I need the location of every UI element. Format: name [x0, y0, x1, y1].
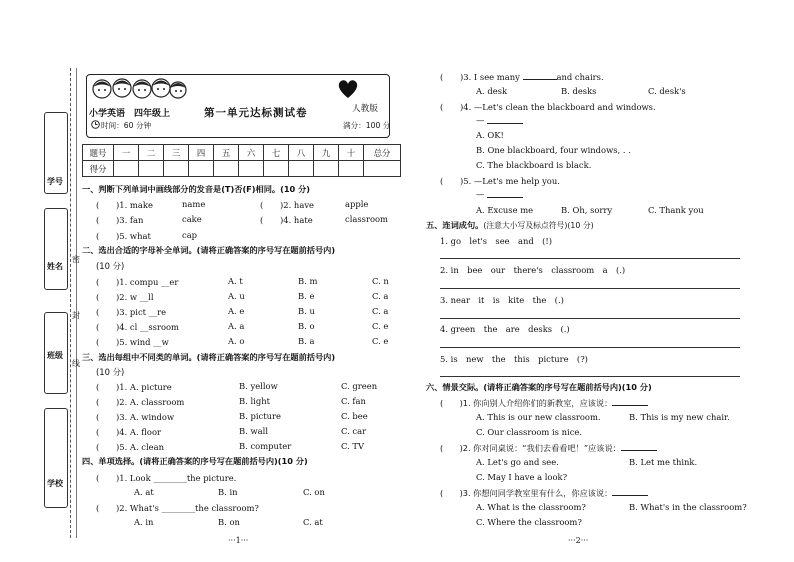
s5-q4-answer-line[interactable]: [440, 347, 740, 348]
s4-q2[interactable]: ( )2. What's ________the classroom?: [96, 503, 259, 513]
s2-q2-a: A. u: [228, 291, 245, 301]
s2-q4-c: C. e: [372, 321, 389, 331]
binding-word-feng: 封: [72, 311, 80, 320]
s4-q1-b: B. in: [218, 487, 238, 497]
s1-q5-word: cap: [182, 230, 198, 240]
s2-q5-c: C. e: [372, 336, 389, 346]
score-header-cell: 四: [189, 145, 214, 161]
s3-q3-c: C. bee: [341, 411, 368, 421]
score-table: [82, 144, 401, 177]
s4-q4-a: A. OK!: [476, 130, 504, 140]
student-id-label: 学号: [47, 176, 63, 186]
s3-q4-b: B. wall: [239, 426, 268, 436]
class-label: 班级: [47, 350, 63, 360]
score-cell[interactable]: [164, 161, 189, 177]
binding-word-mi: 密: [72, 255, 80, 264]
s2-q1[interactable]: ( )1. compu __er: [96, 277, 179, 287]
s4-q3[interactable]: [440, 71, 604, 83]
score-header-cell: 二: [139, 145, 164, 161]
s3-q5-c: C. TV: [341, 441, 365, 451]
s1-q5[interactable]: ( )5. what: [96, 231, 151, 241]
s6-q2-c: C. May I have a look?: [476, 472, 568, 482]
page-number-right: ···2···: [568, 536, 589, 545]
section-3-score: (10 分): [96, 367, 125, 377]
s3-q1-b: B. yellow: [239, 381, 278, 391]
s5-q4: 4. green the are desks (.): [440, 324, 570, 334]
score-header-cell: 五: [214, 145, 239, 161]
section-2-title: 二、选出合适的字母补全单词。(请将正确答案的序号写在题前括号内): [82, 245, 336, 255]
s1-q1-word: name: [182, 199, 206, 209]
s4-q5-a: A. Excuse me: [476, 205, 534, 215]
s1-q3-word: cake: [182, 214, 202, 224]
cartoon-children-icon: [88, 73, 188, 105]
score-cell[interactable]: [364, 161, 401, 177]
name-box[interactable]: [44, 208, 68, 290]
binding-solid-line: [76, 68, 77, 538]
s4-q4-dash: —: [476, 115, 485, 125]
score-row-label: 得分: [83, 161, 114, 177]
s6-q1-c: C. Our classroom is nice.: [476, 427, 583, 437]
s4-q5[interactable]: ( )5. —Let's me help you.: [440, 176, 560, 186]
binding-word-xian: 线: [72, 359, 80, 368]
section-5-note: (注意大小写及标点符号)(10 分): [483, 221, 594, 230]
s6-q3-b: B. What's in the classroom?: [629, 502, 747, 512]
score-cell[interactable]: [189, 161, 214, 177]
s6-q3-c: C. Where the classroom?: [476, 517, 582, 527]
score-cell[interactable]: [239, 161, 264, 177]
score-cell[interactable]: [264, 161, 289, 177]
s2-q5[interactable]: ( )5. wind __w: [96, 337, 169, 347]
edition-label: 人教版: [352, 104, 378, 114]
s4-q3-text: ( )3. I see many: [440, 72, 523, 82]
s6-q3-a: A. What is the classroom?: [476, 502, 586, 512]
score-cell[interactable]: [139, 161, 164, 177]
s3-q4-c: C. car: [341, 426, 367, 436]
section-2-score: (10 分): [96, 261, 125, 271]
score-header-cell: 一: [114, 145, 139, 161]
s5-q1: 1. go let's see and (!): [440, 236, 553, 246]
s4-q1[interactable]: ( )1. Look ________the picture.: [96, 473, 237, 483]
s4-q2-c: C. at: [303, 517, 323, 527]
school-box[interactable]: [44, 408, 68, 508]
s2-q5-a: A. o: [228, 336, 245, 346]
score-header-cell: 八: [289, 145, 314, 161]
score-header-cell: 总分: [364, 145, 401, 161]
s2-q5-b: B. a: [298, 336, 315, 346]
s1-q2-word: apple: [345, 199, 369, 209]
s5-q5-answer-line[interactable]: [440, 376, 740, 377]
s4-q3-a: A. desk: [476, 86, 508, 96]
s3-q4[interactable]: ( )4. A. floor: [96, 427, 161, 437]
s4-q1-a: A. at: [134, 487, 154, 497]
s4-q3-c: C. desk's: [648, 86, 686, 96]
s2-q3[interactable]: ( )3. pict __re: [96, 307, 167, 317]
binding-dashed-line: [70, 68, 71, 538]
s2-q1-c: C. n: [372, 276, 389, 286]
score-cell[interactable]: [214, 161, 239, 177]
s4-q2-a: A. in: [134, 517, 154, 527]
s4-q5-b: B. Oh, sorry: [561, 205, 613, 215]
s2-q4-a: A. a: [228, 321, 245, 331]
s3-q2-b: B. light: [239, 396, 270, 406]
page-title: 第一单元达标测试卷: [204, 107, 308, 119]
s4-q5-dash: —: [476, 189, 485, 199]
s6-q1-blank[interactable]: [612, 397, 648, 406]
s2-q1-a: A. t: [228, 276, 243, 286]
s3-q2[interactable]: ( )2. A. classroom: [96, 397, 185, 407]
heart-icon: [336, 78, 360, 100]
score-header-cell: 七: [264, 145, 289, 161]
s1-q4-word: classroom: [345, 214, 388, 224]
s2-q2[interactable]: ( )2. w __ll: [96, 292, 154, 302]
s4-q2-b: B. on: [218, 517, 240, 527]
s2-q2-c: C. a: [372, 291, 389, 301]
section-6-title: 六、情景交际。(请将正确答案的序号写在题前括号内)(10 分): [426, 382, 652, 392]
section-3-title: 三、选出每组中不同类的单词。(请将正确答案的序号写在题前括号内): [82, 352, 336, 362]
s2-q3-c: C. a: [372, 306, 389, 316]
s6-q3-text: ( )3. 你想问同学教室里有什么，你应该说：: [440, 488, 613, 498]
s2-q1-b: B. m: [298, 276, 318, 286]
s4-q3-blank[interactable]: [523, 71, 557, 80]
s1-q2[interactable]: ( )2. have: [260, 200, 315, 210]
s4-q3-b: B. desks: [561, 86, 597, 96]
s4-q4-c: C. The blackboard is black.: [476, 160, 592, 170]
section-4-title: 四、单项选择。(请将正确答案的序号写在题前括号内)(10 分): [82, 456, 308, 466]
s2-q3-b: B. u: [298, 306, 315, 316]
score-header-cell: 六: [239, 145, 264, 161]
score-cell[interactable]: [339, 161, 364, 177]
s6-q1-a: A. This is our new classroom.: [476, 412, 601, 422]
s4-q3-tail: and chairs.: [556, 72, 604, 82]
score-cell[interactable]: [314, 161, 339, 177]
school-label: 学校: [47, 478, 63, 488]
s3-q5[interactable]: ( )5. A. clean: [96, 442, 165, 452]
name-label: 姓名: [47, 261, 63, 271]
s5-q3-answer-line[interactable]: [440, 318, 740, 319]
s2-q4[interactable]: ( )4. cl __ssroom: [96, 322, 179, 332]
s6-q1-text: ( )1. 你向别人介绍你们的新教室，应该说：: [440, 398, 613, 408]
s4-q4-b: B. One blackboard, four windows, . .: [476, 145, 631, 155]
section-5-title-text: 五、连词成句。: [426, 220, 484, 230]
score-header-cell: 十: [339, 145, 364, 161]
subject-label: 小学英语: [89, 109, 126, 119]
s5-q2: 2. in bee our there's classroom a (.): [440, 265, 626, 275]
s6-q3[interactable]: [440, 487, 648, 499]
score-cell[interactable]: [289, 161, 314, 177]
s2-q4-b: B. o: [298, 321, 315, 331]
score-header-cell: 题号: [83, 145, 114, 161]
s1-q1[interactable]: ( )1. make: [96, 200, 153, 210]
s4-q4[interactable]: ( )4. —Let's clean the blackboard and windows.: [440, 102, 656, 112]
s4-q4-blank[interactable]: [487, 123, 523, 124]
s3-q3-b: B. picture: [239, 411, 281, 421]
s6-q3-blank[interactable]: [612, 487, 648, 496]
s3-q2-c: C. fan: [341, 396, 366, 406]
s2-q3-a: A. e: [228, 306, 245, 316]
grade-label: 四年级上: [134, 109, 171, 119]
score-cell[interactable]: [114, 161, 139, 177]
s3-q5-b: B. computer: [239, 441, 292, 451]
s3-q1[interactable]: ( )1. A. picture: [96, 382, 172, 392]
time-label: 时间：60 分钟: [101, 121, 152, 130]
s6-q1[interactable]: [440, 397, 648, 409]
s4-q5-blank[interactable]: [487, 197, 523, 198]
s5-q5: 5. is new the this picture (?): [440, 354, 588, 364]
page-number-left: ···1···: [228, 536, 249, 545]
section-5-title: [426, 220, 594, 231]
s3-q1-c: C. green: [341, 381, 378, 391]
s6-q1-b: B. This is my new chair.: [629, 412, 730, 422]
s6-q2-text: ( )2. 你对同桌说：“我们去看看吧！”应该说：: [440, 443, 621, 453]
s5-q1-answer-line[interactable]: [440, 258, 740, 259]
s6-q2-a: A. Let's go and see.: [476, 457, 559, 467]
s3-q3[interactable]: ( )3. A. window: [96, 412, 175, 422]
s6-q2-b: B. Let me think.: [629, 457, 698, 467]
clock-icon: [91, 120, 100, 129]
section-1-title: 一、判断下列单词中画线部分的发音是(T)否(F)相同。(10 分): [82, 184, 310, 194]
score-header-cell: 九: [314, 145, 339, 161]
s4-q1-c: C. on: [303, 487, 325, 497]
s1-q4[interactable]: ( )4. hate: [260, 215, 313, 225]
s1-q3[interactable]: ( )3. fan: [96, 215, 144, 225]
s6-q2-blank[interactable]: [621, 442, 657, 451]
s6-q2[interactable]: [440, 442, 657, 454]
s5-q2-answer-line[interactable]: [440, 288, 740, 289]
s4-q5-c: C. Thank you: [648, 205, 704, 215]
s5-q3: 3. near it is kite the (.): [440, 295, 564, 305]
full-score-label: 满分：100 分: [343, 121, 391, 130]
s2-q2-b: B. e: [298, 291, 315, 301]
score-header-cell: 三: [164, 145, 189, 161]
